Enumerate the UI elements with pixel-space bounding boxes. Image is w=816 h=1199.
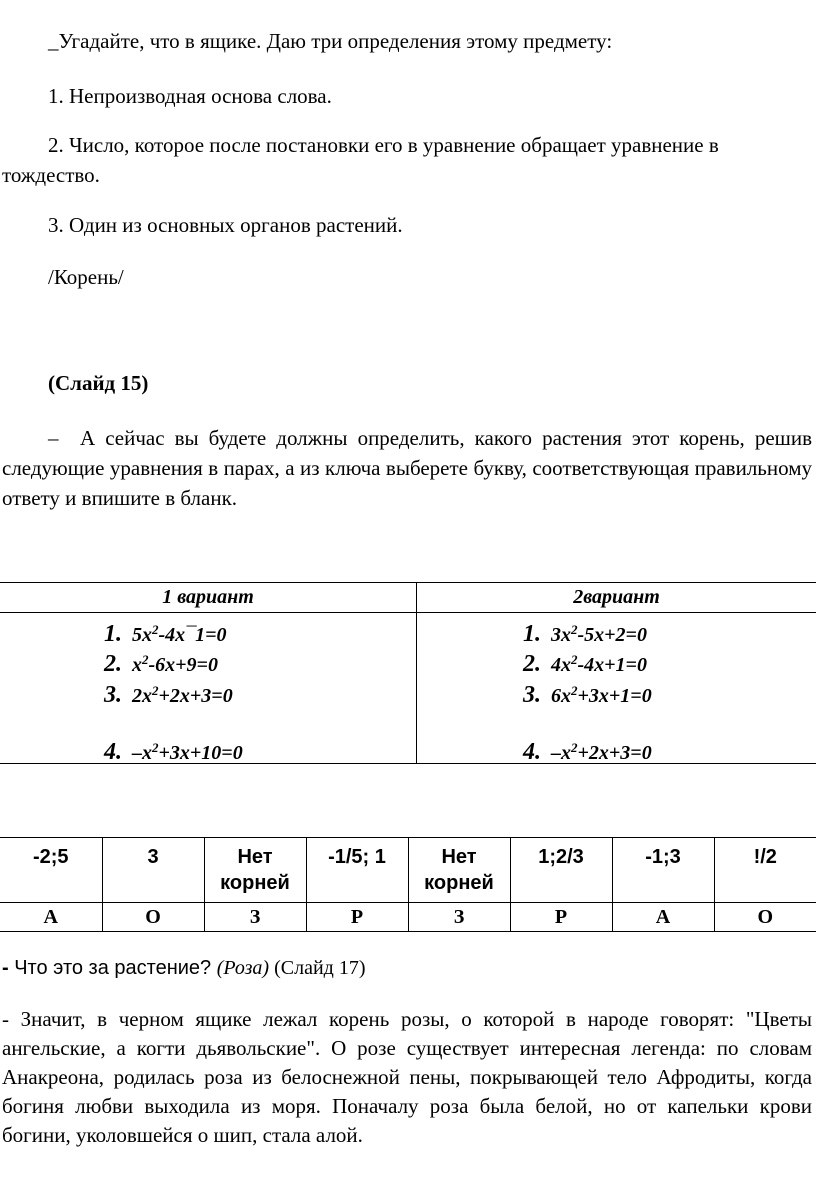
task-dash: – (48, 426, 59, 450)
question-line (2, 953, 812, 983)
v1-equation-1: 1. $5x^2-4x¯1=0$ (104, 621, 227, 647)
key-letter: О (102, 903, 204, 932)
key-value: !/2 (714, 838, 816, 903)
key-value: -2;5 (0, 838, 102, 903)
v2-equation-1: 1. $3x^2-5x+2=0$ (523, 621, 647, 647)
variant-1-cell (0, 613, 417, 764)
riddle-answer: /Корень/ (48, 265, 124, 289)
variant-2-header: 2вариант (417, 583, 816, 613)
v2-equation-3: 3. $6x^2+3x+1=0$ (523, 682, 652, 708)
task-paragraph (2, 423, 812, 513)
key-letter: Р (510, 903, 612, 932)
answer-key-table (0, 837, 816, 932)
v2-equation-2: 2. $4x^2-4x+1=0$ (523, 651, 647, 677)
variants-table (0, 582, 816, 764)
variant-1-equations (0, 613, 416, 763)
key-letter: О (714, 903, 816, 932)
v1-equation-4: 4. $-x^2+3x+10=0$ (104, 739, 243, 765)
question-dash: - (2, 957, 9, 979)
key-letter: А (612, 903, 714, 932)
variant-2-equations (417, 613, 816, 763)
variant-2-cell (417, 613, 816, 764)
key-letter: З (204, 903, 306, 932)
key-letter: З (408, 903, 510, 932)
key-value: Нет корней (408, 838, 510, 903)
variant-1-header: 1 вариант (0, 583, 417, 613)
key-letter: А (0, 903, 102, 932)
task-text: А сейчас вы будете должны определить, какого растения этот корень, решив следующие уравнения в парах, а из ключа выберете букву, соответствующая правильному ответу и впишите в бланк. (2, 426, 812, 510)
question-slide: (Слайд 17) (269, 957, 366, 979)
definition-1: 1. Непроизводная основа слова. (48, 84, 332, 108)
key-value: 1;2/3 (510, 838, 612, 903)
key-letter: Р (306, 903, 408, 932)
rose-legend-paragraph: - Значит, в черном ящике лежал корень розы, о которой в народе говорят: "Цветы ангельские, а когти дьявольские". О розе существует интересная легенда: по словам Анакреона, родилась роза из белоснежной пены, покрывающей тело Афродиты, когда богиня любви выходила из моря. Поначалу роза была белой, но от капельки крови богини, уколовшейся о шип, стала алой. (2, 1007, 812, 1147)
key-letters-row (0, 903, 816, 932)
v1-equation-2: 2. $x^2-6x+9=0$ (104, 651, 218, 677)
slide-15-label: (Слайд 15) (48, 371, 149, 395)
definition-3: 3. Один из основных органов растений. (48, 213, 403, 237)
question-text: Что это за растение? (8, 957, 217, 979)
v1-equation-3: 3. $2x^2+2x+3=0$ (104, 682, 233, 708)
key-value: Нет корней (204, 838, 306, 903)
key-value: -1/5; 1 (306, 838, 408, 903)
v2-equation-4: 4. $-x^2+2x+3=0$ (523, 739, 652, 765)
key-value: 3 (102, 838, 204, 903)
question-answer: (Роза) (216, 957, 270, 979)
key-value: -1;3 (612, 838, 714, 903)
definition-2: 2. Число, которое после постановки его в уравнение обращает уравнение в тождество. (2, 133, 719, 187)
key-values-row (0, 838, 816, 903)
riddle-line: _Угадайте, что в ящике. Даю три определения этому предмету: (48, 29, 613, 53)
